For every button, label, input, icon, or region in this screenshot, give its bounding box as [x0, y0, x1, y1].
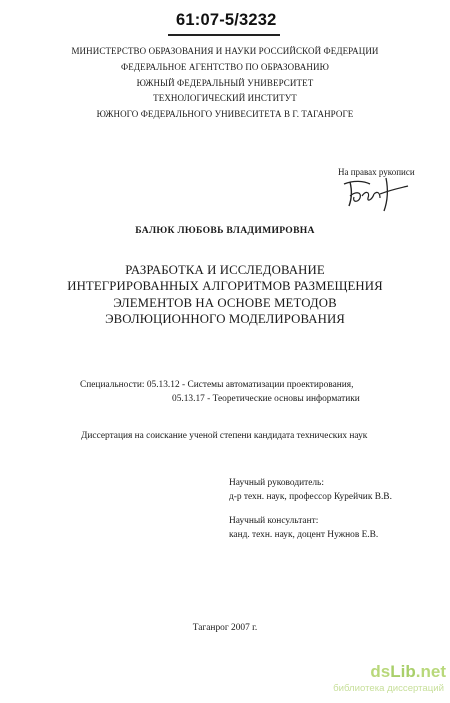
- dissertation-title: [0, 262, 450, 327]
- institution-header: [0, 44, 450, 123]
- supervisor-name: д-р техн. наук, профессор Курейчик В.В.: [229, 492, 392, 503]
- consultant-name: канд. техн. наук, доцент Нужнов Е.В.: [229, 530, 379, 541]
- title-line: ЭЛЕМЕНТОВ НА ОСНОВЕ МЕТОДОВ: [113, 295, 337, 310]
- title-line: ИНТЕГРИРОВАННЫХ АЛГОРИТМОВ РАЗМЕЩЕНИЯ: [67, 279, 383, 294]
- header-line-agency: ФЕДЕРАЛЬНОЕ АГЕНТСТВО ПО ОБРАЗОВАНИЮ: [121, 61, 329, 72]
- handwritten-signature: [340, 176, 410, 212]
- title-line: ЭВОЛЮЦИОННОГО МОДЕЛИРОВАНИЯ: [105, 311, 345, 326]
- specialty-line-1: Специальности: 05.13.12 - Системы автоматизации проектирования,: [80, 380, 354, 390]
- header-line-ministry: МИНИСТЕРСТВО ОБРАЗОВАНИЯ И НАУКИ РОССИЙСКОЙ ФЕДЕРАЦИИ: [71, 46, 379, 56]
- header-line-university: ЮЖНЫЙ ФЕДЕРАЛЬНЫЙ УНИВЕРСИТЕТ: [136, 77, 314, 88]
- degree-statement: Диссертация на соискание ученой степени кандидата технических наук: [81, 431, 368, 441]
- watermark-brand-net: .net: [415, 662, 446, 681]
- header-line-institute: ТЕХНОЛОГИЧЕСКИЙ ИНСТИТУТ: [153, 93, 297, 104]
- manuscript-rights-label: На правах рукописи: [338, 167, 415, 177]
- consultant-block: [229, 514, 378, 543]
- watermark-brand-lib: Lib: [390, 662, 416, 681]
- specialty-block: [80, 378, 360, 406]
- supervisor-label: Научный руководитель:: [229, 478, 324, 488]
- supervisor-block: [229, 476, 392, 505]
- title-line: РАЗРАБОТКА И ИССЛЕДОВАНИЕ: [125, 263, 325, 277]
- watermark-brand: [338, 662, 446, 682]
- catalog-number: 61:07-5/3232: [176, 11, 277, 29]
- header-line-location: ЮЖНОГО ФЕДЕРАЛЬНОГО УНИВЕСИТЕТА В Г. ТАГАНРОГЕ: [96, 109, 354, 120]
- author-name: БАЛЮК ЛЮБОВЬ ВЛАДИМИРОВНА: [135, 225, 315, 236]
- watermark-tagline: библиотека диссертаций: [333, 683, 444, 694]
- watermark-logo: [333, 662, 446, 694]
- watermark-brand-ds: ds: [370, 662, 391, 681]
- specialty-line-2: 05.13.17 - Теоретические основы информатики: [172, 394, 360, 405]
- catalog-underline: [168, 34, 280, 36]
- consultant-label: Научный консультант:: [229, 516, 319, 526]
- place-and-year: Таганрог 2007 г.: [192, 623, 258, 633]
